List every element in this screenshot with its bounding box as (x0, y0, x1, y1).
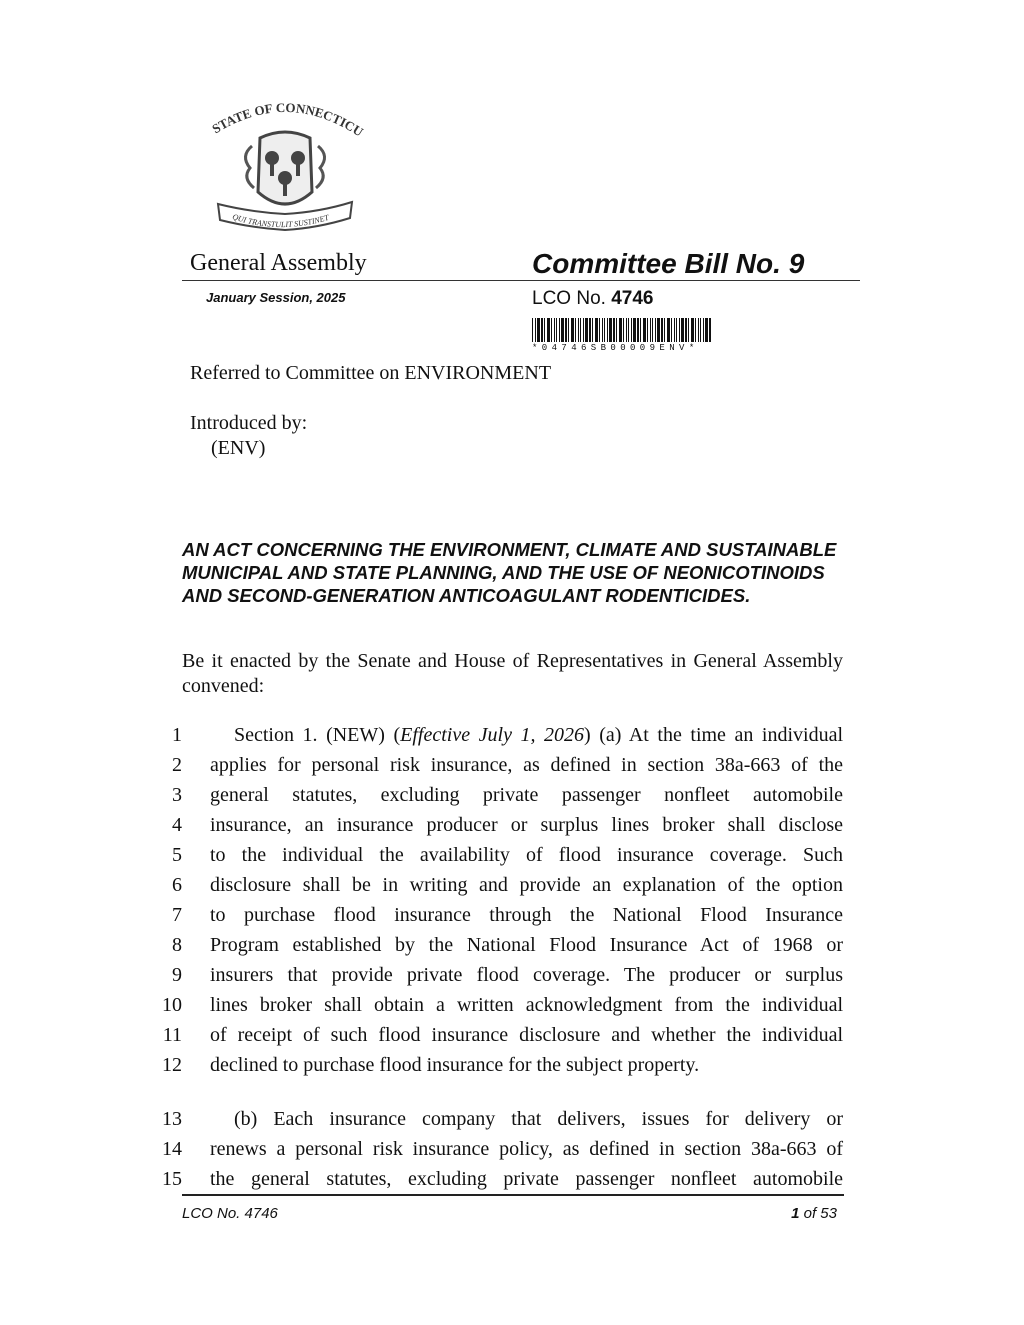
barcode-bar (637, 318, 639, 342)
line-number: 14 (162, 1138, 182, 1160)
barcode-bar (703, 318, 704, 342)
bill-text-line: lines broker shall obtain a written acknowledgment from the individual (210, 994, 843, 1016)
barcode-bar (676, 318, 677, 342)
barcode-bar (647, 318, 648, 342)
barcode-bar (561, 318, 564, 342)
barcode-bar (698, 318, 699, 342)
barcode-bar (609, 318, 612, 342)
barcode-bar (619, 318, 622, 342)
line-number: 6 (172, 874, 182, 896)
barcode-bar (565, 318, 567, 342)
line-number: 9 (172, 964, 182, 986)
barcode-bar (535, 318, 536, 342)
footer-page-number (700, 1205, 837, 1222)
barcode-bar (599, 318, 600, 342)
lco-label: LCO No. (532, 288, 606, 309)
barcode-bar (633, 318, 636, 342)
effective-date: Effective July 1, 2026 (400, 724, 585, 746)
barcode-bar (685, 318, 687, 342)
barcode-bar (544, 318, 545, 342)
barcode-bar (547, 318, 550, 342)
barcode-bar (628, 318, 629, 342)
barcode-bar (556, 318, 557, 342)
bill-text-line: (b) Each insurance company that delivers, issues for delivery or (234, 1108, 843, 1130)
barcode-bar (631, 318, 632, 342)
line-number: 5 (172, 844, 182, 866)
bill-text-line: general statutes, excluding private passenger nonfleet automobile (210, 784, 843, 806)
line-number: 12 (162, 1054, 182, 1076)
barcode-bar (691, 318, 694, 342)
lco-number-header (532, 288, 653, 310)
section-heading: Section 1. (NEW) ( (234, 724, 401, 746)
current-page: 1 (791, 1205, 800, 1222)
bill-text-line: insurers that provide private flood coverage. The producer or surplus (210, 964, 843, 986)
barcode-bar (559, 318, 560, 342)
barcode-bar (671, 318, 672, 342)
barcode-bar (551, 318, 552, 342)
barcode-bar (537, 318, 540, 342)
section-text: ) (a) At the time an individual (584, 724, 843, 746)
barcode-bar (681, 318, 684, 342)
line-number: 4 (172, 814, 182, 836)
barcode-bar (585, 318, 588, 342)
line-number: 3 (172, 784, 182, 806)
line-number: 2 (172, 754, 182, 776)
barcode-bar (626, 318, 627, 342)
line-number: 15 (162, 1168, 182, 1190)
svg-text:STATE OF CONNECTICUT: STATE OF CONNECTICU (209, 99, 366, 140)
barcode-bar (674, 318, 675, 342)
barcode-bar (532, 318, 533, 342)
barcode-bar (657, 318, 660, 342)
bill-text-line: Program established by the National Flood Insurance Act of 1968 or (210, 934, 843, 956)
total-pages: of 53 (803, 1205, 837, 1222)
barcode-bar (595, 318, 598, 342)
introduced-by-label: Introduced by: (190, 412, 308, 434)
barcode-bar (650, 318, 651, 342)
barcode-bar (695, 318, 696, 342)
barcode-bar (613, 318, 615, 342)
barcode-bar (568, 318, 569, 342)
barcode-bar (583, 318, 584, 342)
state-seal-logo (200, 96, 370, 244)
line-number: 1 (172, 724, 182, 746)
barcode-bar (616, 318, 617, 342)
barcode-bar (541, 318, 543, 342)
barcode-bar (580, 318, 581, 342)
barcode-bar (705, 318, 708, 342)
bill-text-line: the general statutes, excluding private passenger nonfleet automobile (210, 1168, 843, 1190)
bill-text-line: applies for personal risk insurance, as defined in section 38a-663 of the (210, 754, 843, 776)
assembly-name: General Assembly (190, 250, 367, 276)
bill-text-line: declined to purchase flood insurance for the subject property. (210, 1054, 700, 1076)
barcode-bar (667, 318, 670, 342)
barcode-bar (664, 318, 665, 342)
act-title: AN ACT CONCERNING THE ENVIRONMENT, CLIMATE AND SUSTAINABLE MUNICIPAL AND STATE PLANNING, AND THE USE OF NEONICOTINOIDS AND SECOND-GENERATION ANTICOAGULANT RODENTICIDES. (182, 539, 837, 606)
barcode-bar (688, 318, 689, 342)
footer-lco: LCO No. 4746 (182, 1205, 278, 1222)
footer-rule (182, 1194, 844, 1196)
lco-number: 4746 (611, 288, 654, 309)
barcode-caption: *04746SB00009ENV* (532, 343, 699, 353)
barcode-bar (679, 318, 680, 342)
barcode (532, 318, 712, 342)
line-number: 13 (162, 1108, 182, 1130)
barcode-bar (578, 318, 579, 342)
line-number: 11 (162, 1024, 182, 1046)
barcode-bar (602, 318, 603, 342)
barcode-bar (700, 318, 701, 342)
bill-text-line: to the individual the availability of flood insurance coverage. Such (210, 844, 843, 866)
line-number: 7 (172, 904, 182, 926)
line-number: 10 (162, 994, 182, 1016)
session-label: January Session, 2025 (206, 290, 346, 305)
committee-referral: Referred to Committee on ENVIRONMENT (190, 362, 552, 384)
bill-text-line: of receipt of such flood insurance disclosure and whether the individual (210, 1024, 843, 1046)
barcode-bar (640, 318, 641, 342)
bill-text-line: renews a personal risk insurance policy, as defined in section 38a-663 of (210, 1138, 843, 1160)
bill-text-line: disclosure shall be in writing and provide an explanation of the option (210, 874, 843, 896)
barcode-bar (575, 318, 576, 342)
barcode-bar (643, 318, 646, 342)
bill-text-line (210, 720, 843, 750)
barcode-bar (607, 318, 608, 342)
enacting-clause: Be it enacted by the Senate and House of Representatives in General Assembly convened: (182, 650, 843, 697)
barcode-bar (554, 318, 555, 342)
barcode-bar (604, 318, 605, 342)
barcode-bar (589, 318, 591, 342)
bill-text-line: insurance, an insurance producer or surplus lines broker shall disclose (210, 814, 843, 836)
barcode-bar (652, 318, 653, 342)
bill-title: Committee Bill No. 9 (532, 248, 805, 279)
introduced-by-value: (ENV) (211, 437, 266, 459)
bill-text-line: to purchase flood insurance through the National Flood Insurance (210, 904, 843, 926)
header-rule (182, 280, 860, 281)
svg-text:QUI TRANSTULIT SUSTINET: QUI TRANSTULIT SUSTINET (231, 212, 330, 230)
barcode-bar (592, 318, 593, 342)
barcode-bar (655, 318, 656, 342)
barcode-bar (623, 318, 624, 342)
line-number: 8 (172, 934, 182, 956)
barcode-bar (661, 318, 663, 342)
barcode-bar (709, 318, 711, 342)
barcode-bar (571, 318, 574, 342)
